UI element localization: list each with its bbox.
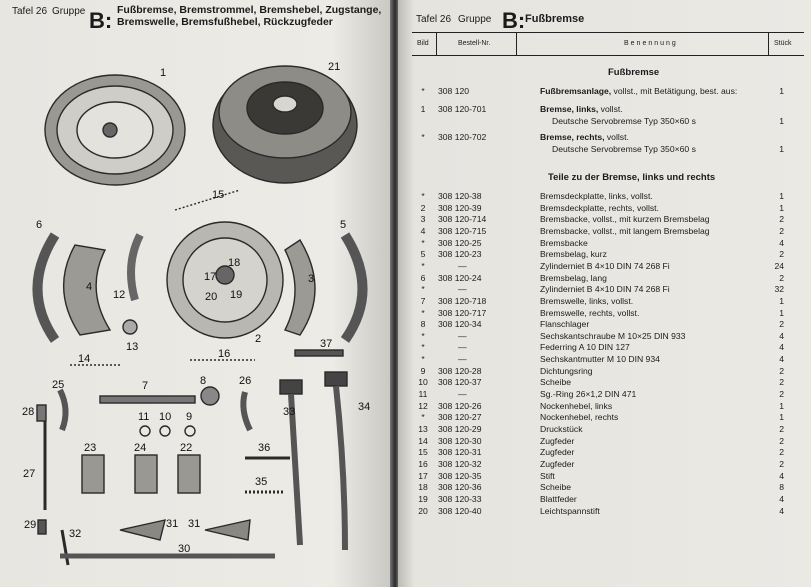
row-benennung-rest: Deutsche Servobremse Typ 350×60 s	[552, 116, 696, 126]
callout-16: 16	[218, 348, 231, 360]
part-row	[412, 389, 804, 401]
part-row	[412, 354, 804, 366]
part-stueck: 2	[779, 424, 784, 434]
part-stueck: 8	[779, 482, 784, 493]
callout-17: 17	[204, 271, 217, 283]
callout-34: 34	[358, 401, 371, 413]
part-row	[412, 203, 804, 215]
part-bild: 6	[420, 272, 426, 283]
part-row	[412, 436, 804, 448]
part-stueck: 4	[779, 505, 784, 516]
part-row	[412, 296, 804, 308]
part-stueck: 1	[779, 295, 784, 306]
row-stueck: 1	[779, 86, 784, 96]
part-bild: *	[421, 342, 425, 353]
left-gruppe-letter: B:	[89, 8, 113, 33]
part-stueck: 1	[779, 202, 784, 213]
part-benennung: Blattfeder	[540, 493, 577, 504]
right-title: Fußbremse	[525, 13, 585, 25]
part-stueck: 2	[779, 214, 784, 225]
part-stueck: 2	[779, 447, 784, 458]
row-stueck: 1	[779, 116, 784, 126]
callout-14: 14	[78, 353, 91, 365]
brake-drum-drawing	[213, 66, 357, 183]
callout-30: 30	[178, 543, 191, 555]
part-row	[412, 273, 804, 285]
part-bestell-nr: 308 120-36	[438, 482, 482, 493]
part-bestell-nr: 308 120-31	[438, 447, 482, 458]
callout-27: 27	[23, 468, 36, 480]
part-benennung: Bremsbacke, vollst., mit langem Bremsbelag	[540, 225, 710, 236]
row-benennung	[552, 144, 696, 154]
row-stueck: 1	[779, 144, 784, 154]
part-bestell-nr: 308 120-717	[438, 307, 487, 318]
callout-1: 1	[160, 67, 167, 79]
part-bild: *	[421, 412, 425, 423]
part-bild: 20	[418, 505, 428, 516]
row-benennung	[552, 116, 696, 126]
row-benennung	[540, 132, 629, 142]
part-bild: 17	[418, 470, 428, 481]
part-benennung: Bremswelle, rechts, vollst.	[540, 307, 640, 318]
part-row	[412, 331, 804, 343]
callout-15: 15	[212, 189, 225, 201]
part-stueck: 24	[774, 260, 784, 271]
part-bestell-nr: 308 120-30	[438, 435, 482, 446]
callout-3: 3	[308, 273, 315, 285]
part-bestell-nr: 308 120-718	[438, 295, 487, 306]
callout-19: 19	[230, 289, 243, 301]
part-stueck: 4	[779, 493, 784, 504]
part-row	[412, 494, 804, 506]
part-row	[412, 401, 804, 413]
part-bestell-nr: 308 120-38	[438, 191, 482, 201]
part-benennung: Bremsbacke, vollst., mit kurzem Bremsbelag	[540, 214, 710, 225]
part-stueck: 1	[779, 307, 784, 318]
part-benennung: Nockenhebel, links	[540, 400, 613, 411]
part-stueck: 2	[779, 249, 784, 260]
part-stueck: 1	[779, 191, 784, 201]
part-stueck: 4	[779, 237, 784, 248]
part-bestell-nr: 308 120-28	[438, 365, 482, 376]
callout-35: 35	[255, 476, 268, 488]
col-stueck: Stück	[774, 40, 792, 47]
part-bestell-nr: 308 120-35	[438, 470, 482, 481]
callout-28: 28	[22, 406, 35, 418]
part-benennung: Bremsbacke	[540, 237, 588, 248]
part-benennung: Dichtungsring	[540, 365, 593, 376]
part-bild: 9	[420, 365, 426, 376]
part-bestell-nr: 308 120-39	[438, 202, 482, 213]
callout-29: 29	[24, 519, 37, 531]
part-bild: 12	[418, 400, 428, 411]
section-teile: Teile zu der Bremse, links und rechts	[548, 172, 716, 183]
callout-24: 24	[134, 442, 147, 454]
part-benennung: Nockenhebel, rechts	[540, 412, 619, 423]
part-stueck: 1	[779, 412, 784, 423]
callout-33: 33	[283, 406, 296, 418]
part-benennung: Druckstück	[540, 424, 583, 434]
part-bild: 19	[418, 493, 428, 504]
part-row	[412, 506, 804, 518]
row-bestell-nr: 308 120-702	[438, 132, 487, 142]
callout-7: 7	[142, 380, 149, 392]
main-row	[412, 144, 804, 156]
part-benennung: Zugfeder	[540, 447, 575, 458]
part-row	[412, 238, 804, 250]
part-stueck: 2	[779, 365, 784, 376]
part-row	[412, 459, 804, 471]
part-benennung: Bremswelle, links, vollst.	[540, 295, 634, 306]
part-stueck: 2	[779, 272, 784, 283]
part-row	[412, 482, 804, 494]
callout-20: 20	[205, 291, 218, 303]
part-bestell-nr: —	[458, 389, 467, 400]
parts-diagram	[0, 0, 392, 587]
part-bestell-nr: 308 120-25	[438, 237, 482, 248]
callout-11: 11	[138, 411, 150, 423]
callout-21: 21	[328, 61, 341, 73]
part-row	[412, 319, 804, 331]
part-row	[412, 471, 804, 483]
part-benennung: Sechskantmutter M 10 DIN 934	[540, 354, 660, 365]
part-bild: 14	[418, 435, 428, 446]
callout-9: 9	[186, 411, 193, 423]
part-benennung: Bremsbelag, lang	[540, 272, 607, 283]
part-bestell-nr: 308 120-27	[438, 412, 482, 423]
part-bestell-nr: —	[458, 330, 467, 341]
callout-26: 26	[239, 375, 252, 387]
part-bild: *	[421, 191, 425, 201]
callout-37: 37	[320, 338, 333, 350]
callout-8: 8	[200, 375, 207, 387]
part-benennung: Scheibe	[540, 377, 572, 388]
callout-32: 32	[69, 528, 82, 540]
part-row	[412, 284, 804, 296]
callout-5: 5	[340, 219, 347, 231]
callout-31b: 31	[188, 518, 201, 530]
row-benennung-rest: vollst.	[604, 132, 629, 142]
part-benennung: Zylinderniet B 4×10 DIN 74 268 Fi	[540, 260, 670, 271]
left-title-line2: Bremswelle, Bremsfußhebel, Rückzugfeder	[117, 16, 333, 28]
left-title-line1: Fußbremse, Bremstrommel, Bremshebel, Zugstange,	[117, 4, 382, 16]
col-bestell-nr: Bestell-Nr.	[458, 40, 491, 47]
row-bild: 1	[420, 104, 426, 114]
part-bild: 18	[418, 482, 428, 493]
part-stueck: 2	[779, 458, 784, 469]
part-bestell-nr: —	[458, 284, 467, 295]
part-benennung: Scheibe	[540, 482, 572, 493]
row-benennung-bold: Bremse, links,	[540, 104, 599, 114]
part-benennung: Bremsdeckplatte, links, vollst.	[540, 191, 653, 201]
part-stueck: 2	[779, 377, 784, 388]
main-row	[412, 116, 804, 128]
part-benennung: Stift	[540, 470, 555, 481]
part-bestell-nr: 308 120-32	[438, 458, 482, 469]
row-bestell-nr: 308 120-701	[438, 104, 487, 114]
row-bild: *	[421, 132, 425, 142]
left-tafel: Tafel 26	[12, 6, 48, 17]
part-row	[412, 377, 804, 389]
part-bild: 8	[420, 319, 426, 330]
part-bestell-nr: 308 120-26	[438, 400, 482, 411]
callout-36: 36	[258, 442, 271, 454]
main-row	[412, 104, 804, 116]
row-benennung	[540, 104, 623, 114]
row-benennung-bold: Fußbremsanlage,	[540, 86, 612, 96]
callout-6: 6	[36, 219, 43, 231]
part-bild: 3	[420, 214, 426, 225]
right-gruppe: Gruppe	[458, 14, 492, 25]
part-benennung: Sechskantschraube M 10×25 DIN 933	[540, 330, 686, 341]
part-bild: 5	[420, 249, 426, 260]
part-bestell-nr: 308 120-40	[438, 505, 482, 516]
part-benennung: Bremsdeckplatte, rechts, vollst.	[540, 202, 659, 213]
part-row	[412, 366, 804, 378]
part-bestell-nr: 308 120-714	[438, 214, 487, 225]
part-bild: *	[421, 307, 425, 318]
part-row	[412, 424, 804, 436]
part-bild: 2	[420, 202, 426, 213]
part-bestell-nr: 308 120-715	[438, 225, 487, 236]
row-benennung	[540, 86, 737, 96]
col-benennung: Benennung	[624, 40, 678, 47]
part-benennung: Zugfeder	[540, 435, 575, 446]
part-bild: 11	[418, 389, 428, 400]
part-row	[412, 261, 804, 273]
part-stueck: 4	[779, 354, 784, 365]
row-benennung-rest: vollst.	[598, 104, 623, 114]
part-bild: 16	[418, 458, 428, 469]
right-page-parts-list	[398, 0, 811, 587]
row-benennung-rest: vollst., mit Betätigung, best. aus:	[611, 86, 738, 96]
part-stueck: 1	[779, 400, 784, 411]
part-stueck: 32	[774, 284, 784, 295]
callout-4: 4	[86, 281, 93, 293]
callout-23: 23	[84, 442, 97, 454]
part-stueck: 2	[779, 319, 784, 330]
part-bestell-nr: 308 120-29	[438, 424, 482, 434]
part-row	[412, 191, 804, 203]
main-row	[412, 86, 804, 98]
part-benennung: Bremsbelag, kurz	[540, 249, 607, 260]
row-benennung-rest: Deutsche Servobremse Typ 350×60 s	[552, 144, 696, 154]
part-bestell-nr: 308 120-37	[438, 377, 482, 388]
callout-13: 13	[126, 341, 139, 353]
part-benennung: Sg.-Ring 26×1,2 DIN 471	[540, 389, 637, 400]
part-bestell-nr: 308 120-34	[438, 319, 482, 330]
part-row	[412, 249, 804, 261]
part-bild: 13	[418, 424, 428, 434]
row-benennung-bold: Bremse, rechts,	[540, 132, 605, 142]
section-fussbremse: Fußbremse	[608, 67, 660, 78]
part-bild: 4	[420, 225, 426, 236]
row-bild: *	[421, 86, 425, 96]
part-bild: *	[421, 354, 425, 365]
part-stueck: 2	[779, 389, 784, 400]
callout-2: 2	[255, 333, 262, 345]
part-stueck: 2	[779, 225, 784, 236]
part-bild: 15	[418, 447, 428, 458]
part-bild: *	[421, 284, 425, 295]
col-bild: Bild	[417, 40, 429, 47]
main-row	[412, 132, 804, 144]
part-row	[412, 447, 804, 459]
part-bestell-nr: —	[458, 354, 467, 365]
part-stueck: 4	[779, 470, 784, 481]
part-row	[412, 308, 804, 320]
callout-31a: 31	[166, 518, 179, 530]
left-gruppe: Gruppe	[52, 6, 86, 17]
part-bestell-nr: 308 120-24	[438, 272, 482, 283]
row-bestell-nr: 308 120	[438, 86, 470, 96]
part-benennung: Leichtspannstift	[540, 505, 600, 516]
part-bild: *	[421, 260, 425, 271]
part-bestell-nr: 308 120-23	[438, 249, 482, 260]
part-row	[412, 214, 804, 226]
part-row	[412, 412, 804, 424]
part-row	[412, 342, 804, 354]
part-stueck: 4	[779, 342, 784, 353]
callout-10: 10	[159, 411, 172, 423]
callout-25: 25	[52, 379, 65, 391]
part-bestell-nr: 308 120-33	[438, 493, 482, 504]
part-bild: *	[421, 330, 425, 341]
right-tafel: Tafel 26	[416, 14, 452, 25]
part-bestell-nr: —	[458, 260, 467, 271]
part-stueck: 2	[779, 435, 784, 446]
right-gruppe-letter: B:	[502, 8, 526, 33]
part-row	[412, 226, 804, 238]
part-bild: *	[421, 237, 425, 248]
part-bild: 10	[418, 377, 428, 388]
part-bild: 7	[420, 295, 426, 306]
left-page-diagram	[0, 0, 392, 587]
part-bestell-nr: —	[458, 342, 467, 353]
callout-22: 22	[180, 442, 193, 454]
part-benennung: Zylinderniet B 4×10 DIN 74 268 Fi	[540, 284, 670, 295]
part-benennung: Zugfeder	[540, 458, 575, 469]
part-benennung: Flanschlager	[540, 319, 590, 330]
table-header	[412, 32, 804, 56]
brake-assembly-drawing	[45, 75, 185, 185]
callout-18: 18	[228, 257, 241, 269]
part-stueck: 4	[779, 330, 784, 341]
callout-12: 12	[113, 289, 126, 301]
part-benennung: Federring A 10 DIN 127	[540, 342, 630, 353]
